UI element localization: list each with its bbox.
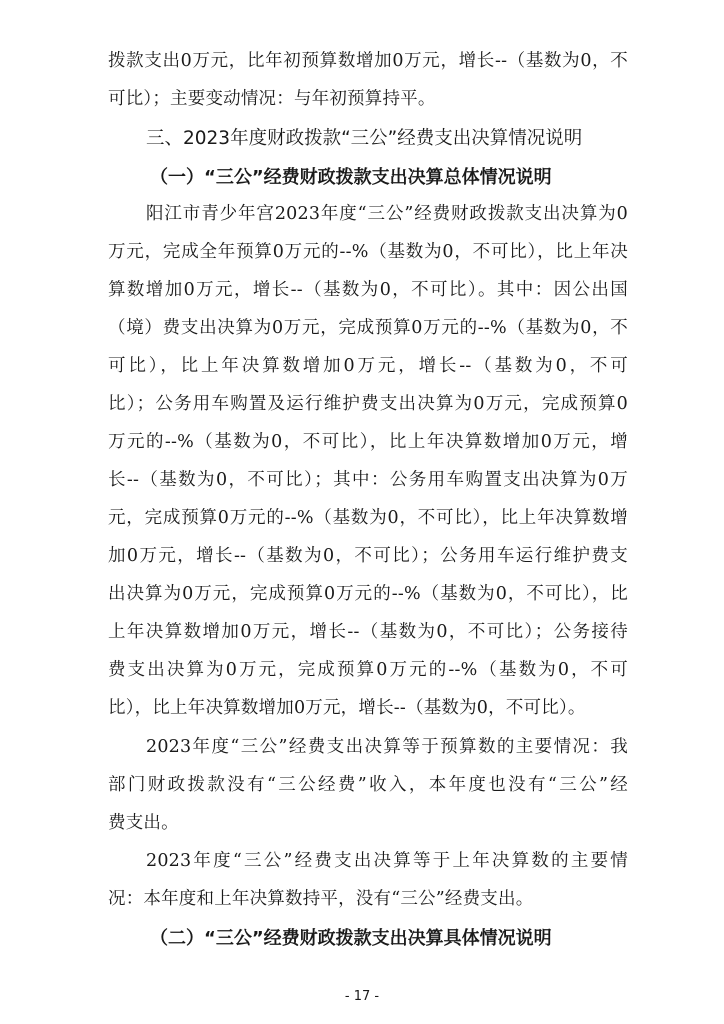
text-line: 长--（基数为0，不可比）；其中：公务用车购置支出决算为0万 bbox=[108, 470, 628, 490]
text-line: （境）费支出决算为0万元，完成预算0万元的--%（基数为0，不 bbox=[108, 318, 628, 338]
text-line: 加0万元，增长--（基数为0，不可比）；公务用车运行维护费支 bbox=[108, 546, 628, 566]
page-number: - 17 - bbox=[344, 989, 380, 1004]
text-line: 可比），比上年决算数增加0万元，增长--（基数为0，不可 bbox=[108, 356, 628, 376]
section-heading: 三、2023年度财政拨款“三公”经费支出决算情况说明 bbox=[146, 128, 583, 149]
text-line: 拨款支出0万元，比年初预算数增加0万元，增长--（基数为0，不 bbox=[108, 51, 628, 71]
subsection-heading-2: （二）“三公”经费财政拨款支出决算具体情况说明 bbox=[150, 928, 552, 949]
text-line: 元，完成预算0万元的--%（基数为0，不可比），比上年决算数增 bbox=[108, 508, 628, 528]
text-line: 比），比上年决算数增加0万元，增长--（基数为0，不可比）。 bbox=[108, 698, 586, 718]
subsection-heading-1: （一）“三公”经费财政拨款支出决算总体情况说明 bbox=[150, 167, 552, 188]
text-line: 万元，完成全年预算0万元的--%（基数为0，不可比），比上年决 bbox=[108, 242, 628, 262]
text-line: 比）；公务用车购置及运行维护费支出决算为0万元，完成预算0 bbox=[108, 394, 628, 414]
text-line: 部门财政拨款没有“三公经费”收入，本年度也没有“三公”经 bbox=[108, 775, 628, 795]
text-line: 况：本年度和上年决算数持平，没有“三公”经费支出。 bbox=[108, 889, 534, 909]
text-line: 万元的--%（基数为0，不可比），比上年决算数增加0万元，增 bbox=[108, 432, 628, 452]
paragraph-first-line: 2023年度“三公”经费支出决算等于预算数的主要情况：我 bbox=[146, 737, 628, 757]
paragraph-first-line: 2023年度“三公”经费支出决算等于上年决算数的主要情 bbox=[146, 851, 628, 871]
text-line: 出决算为0万元，完成预算0万元的--%（基数为0，不可比），比 bbox=[108, 584, 628, 604]
text-line: 算数增加0万元，增长--（基数为0，不可比）。其中：因公出国 bbox=[108, 280, 628, 300]
text-line: 费支出。 bbox=[108, 813, 179, 833]
text-line: 可比）；主要变动情况：与年初预算持平。 bbox=[108, 89, 436, 109]
paragraph-first-line: 阳江市青少年宫2023年度“三公”经费财政拨款支出决算为0 bbox=[146, 204, 628, 224]
text-line: 上年决算数增加0万元，增长--（基数为0，不可比）；公务接待 bbox=[108, 622, 628, 642]
text-line: 费支出决算为0万元，完成预算0万元的--%（基数为0，不可 bbox=[108, 660, 628, 680]
